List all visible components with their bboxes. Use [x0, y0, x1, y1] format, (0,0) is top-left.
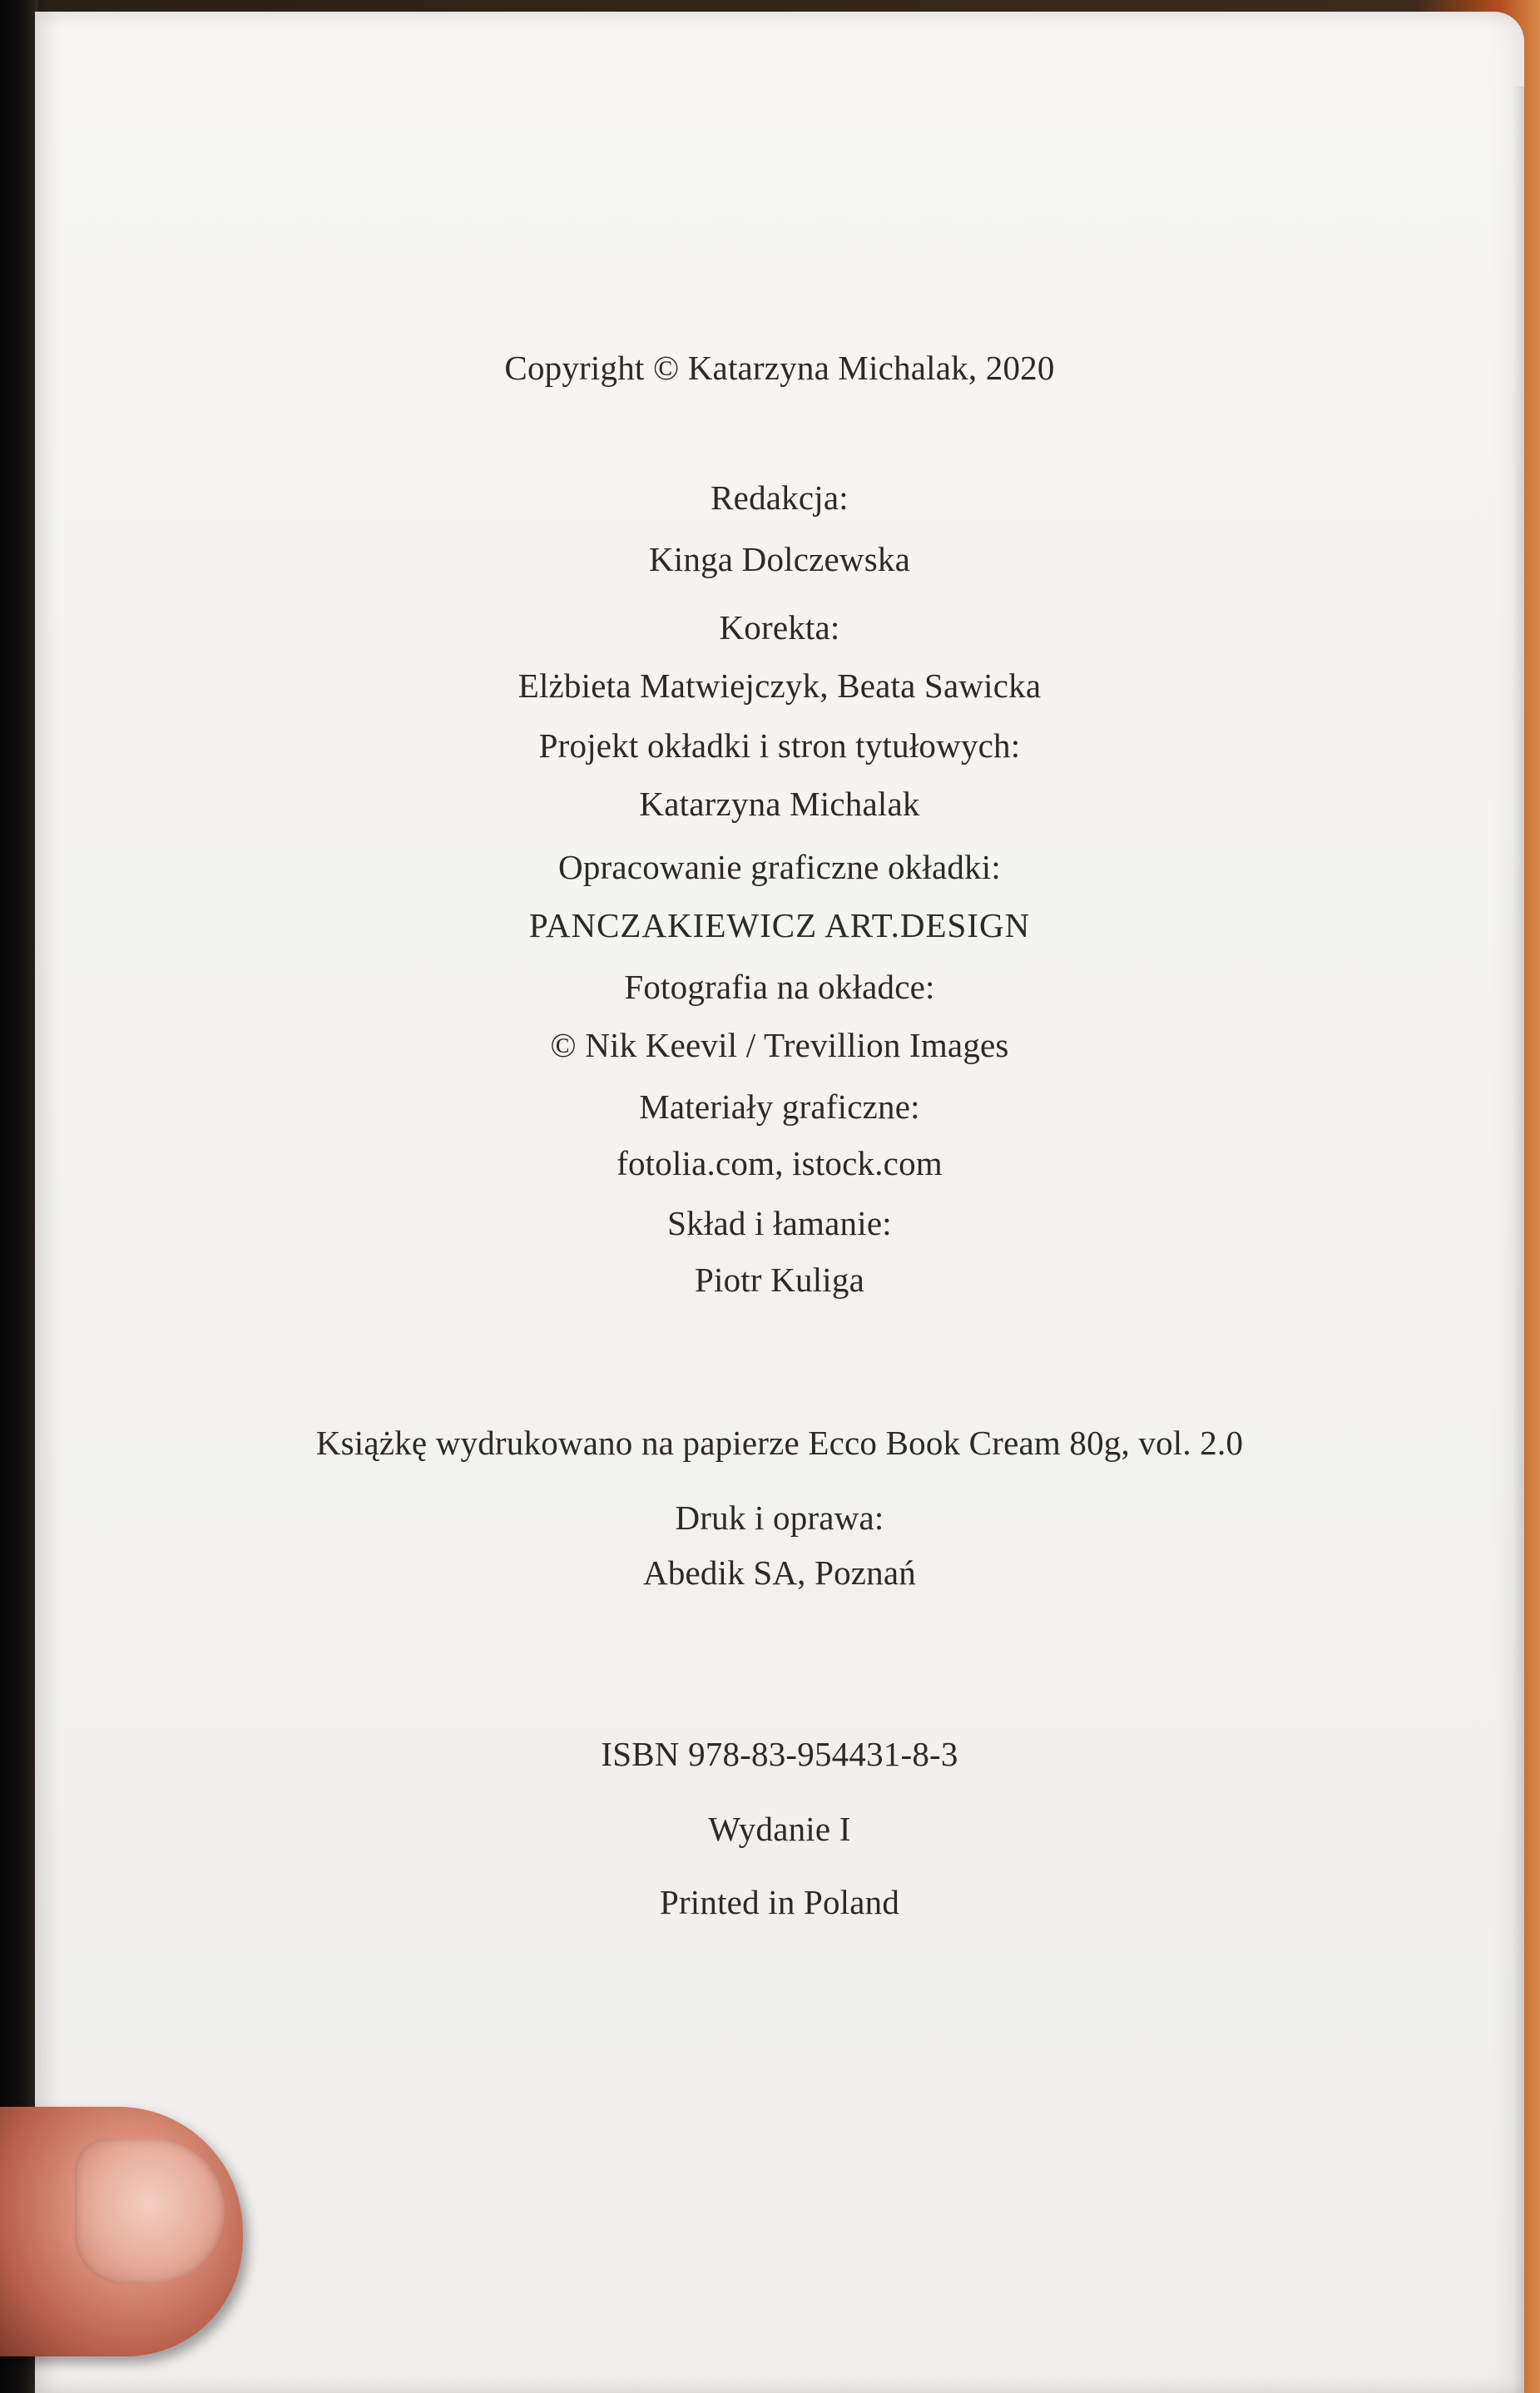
credit-name-typesetting: Piotr Kuliga: [695, 1261, 864, 1299]
credit-name-cover-design: Katarzyna Michalak: [639, 785, 920, 823]
credit-name-proofreading: Elżbieta Matwiejczyk, Beata Sawicka: [517, 666, 1042, 705]
credit-role-typesetting: Skład i łamanie:: [667, 1204, 892, 1242]
printed-in: Printed in Poland: [659, 1883, 900, 1921]
thumbnail-nail: [75, 2138, 225, 2284]
book-page: [35, 12, 1524, 2393]
paper-info: Książkę wydrukowano na papierze Ecco Book Cream 80g, vol. 2.0: [315, 1424, 1244, 1462]
credit-role-proofreading: Korekta:: [719, 608, 840, 647]
credit-role-cover-design: Projekt okładki i stron tytułowych:: [538, 726, 1021, 765]
credit-role-cover-graphics: Opracowanie graficzne okładki:: [558, 848, 1001, 886]
printing-role: Druk i oprawa:: [675, 1499, 884, 1537]
copyright-line: Copyright © Katarzyna Michalak, 2020: [504, 349, 1055, 387]
credit-role-cover-photo: Fotografia na okładce:: [624, 968, 935, 1006]
credit-role-editing: Redakcja:: [711, 478, 849, 517]
credit-name-graphic-materials: fotolia.com, istock.com: [616, 1144, 943, 1182]
book-spine-shadow: [0, 0, 38, 2393]
printing-name: Abedik SA, Poznań: [643, 1553, 916, 1592]
isbn: ISBN 978-83-954431-8-3: [601, 1735, 958, 1773]
edition: Wydanie I: [708, 1810, 851, 1848]
credit-role-graphic-materials: Materiały graficzne:: [639, 1088, 920, 1126]
credit-name-editing: Kinga Dolczewska: [648, 540, 910, 578]
thumb-finger: [0, 2107, 243, 2356]
credit-name-cover-graphics: PANCZAKIEWICZ ART.DESIGN: [528, 906, 1031, 944]
credit-name-cover-photo: © Nik Keevil / Trevillion Images: [550, 1026, 1009, 1064]
